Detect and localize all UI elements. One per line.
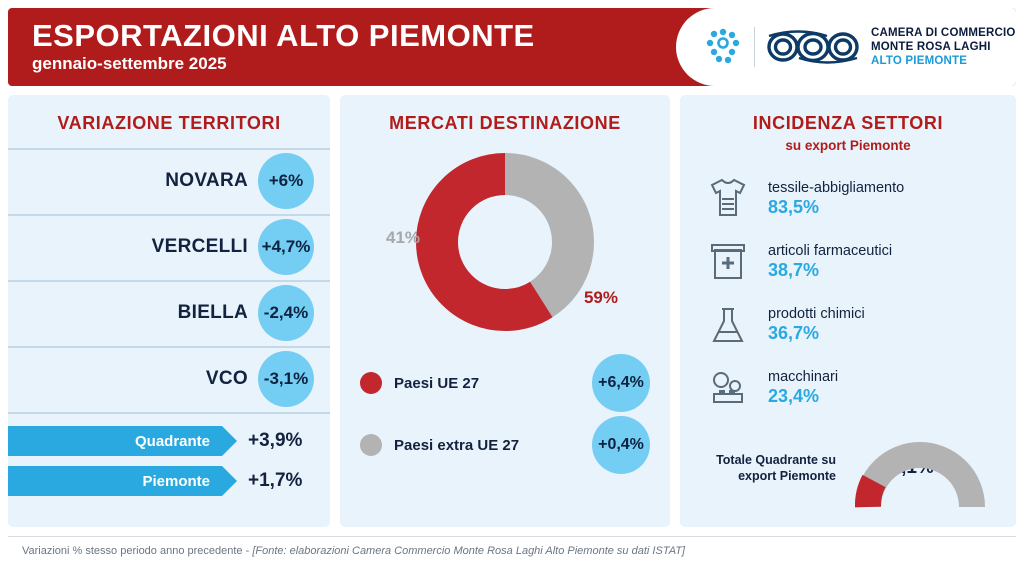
sector-value: 38,7%: [768, 259, 820, 280]
logo-plate: [676, 8, 1016, 86]
header-banner: [8, 8, 1016, 86]
territory-list-end-divider: [8, 412, 330, 416]
panel-title-settori: INCIDENZA SETTORI: [752, 113, 944, 133]
territory-row: [8, 280, 330, 346]
flask-icon: [702, 301, 754, 349]
territory-row: [8, 148, 330, 214]
total-quadrante-label: Totale Quadrante su export Piemonte: [716, 453, 836, 483]
panel-title-mercati: MERCATI DESTINAZIONE: [389, 113, 621, 133]
sector-value: 36,7%: [768, 322, 820, 343]
sector-name: macchinari: [768, 368, 839, 385]
page-subtitle: gennaio-settembre 2025: [32, 54, 227, 74]
footer-note: [8, 536, 1016, 557]
sector-row: [702, 230, 1000, 293]
footer-note-main: Variazioni % stesso periodo anno precedente -: [22, 545, 253, 557]
aggregate-bar-label: Quadrante: [8, 426, 222, 456]
territory-name: NOVARA: [165, 170, 248, 191]
legend-dot-ue: [360, 372, 382, 394]
donut-legend: [340, 352, 670, 476]
donut-chart: [340, 140, 670, 350]
territory-name: VERCELLI: [151, 236, 248, 257]
territory-name: BIELLA: [177, 302, 248, 323]
panel-subtitle-settori: su export Piemonte: [785, 138, 911, 153]
chamber-emblem-icon: [702, 26, 744, 68]
pharmacy-icon: [702, 238, 754, 286]
row-divider: [8, 412, 330, 414]
total-gauge-chart: [850, 437, 1000, 513]
logo-line-1: CAMERA DI COMMERCIO: [871, 26, 1016, 39]
aggregate-row: [8, 426, 314, 456]
panel-mercati-destinazione: [340, 95, 670, 527]
territory-value-bubble: -3,1%: [258, 351, 314, 407]
legend-value-bubble-extra-ue: +0,4%: [592, 416, 650, 474]
page-title: ESPORTAZIONI ALTO PIEMONTE: [32, 17, 535, 53]
total-quadrante-block: [694, 435, 1002, 513]
row-divider: [8, 148, 330, 150]
territory-name: VCO: [205, 368, 248, 389]
territory-row: [8, 346, 330, 412]
aggregate-bar-value: +1,7%: [248, 470, 303, 491]
sector-value: 23,4%: [768, 385, 820, 406]
legend-item-extra-ue: [360, 414, 650, 476]
logo-line-3: ALTO PIEMONTE: [871, 55, 968, 67]
row-divider: [8, 280, 330, 282]
territory-value-bubble: -2,4%: [258, 285, 314, 341]
header-titles: [8, 17, 535, 75]
sector-row: [702, 293, 1000, 356]
tshirt-icon: [702, 175, 754, 223]
aggregate-bars: [8, 426, 330, 496]
logo-text: [871, 26, 1016, 68]
gears-icon: [702, 364, 754, 412]
territory-value-bubble: +4,7%: [258, 219, 314, 275]
aggregate-row: [8, 466, 314, 496]
donut-label-ue: 59%: [583, 288, 618, 307]
panels-container: [8, 95, 1016, 527]
sector-texts: [768, 179, 904, 219]
panel-incidenza-settori: [680, 95, 1016, 527]
footer-source: [Fonte: elaborazioni Camera Commercio Monte Rosa Laghi Alto Piemonte su dati ISTAT]: [252, 545, 685, 557]
sector-value: 83,5%: [768, 196, 820, 217]
donut-label-extra-ue: 41%: [386, 228, 421, 247]
territory-row: [8, 214, 330, 280]
logo-divider: [754, 27, 755, 67]
row-divider: [8, 346, 330, 348]
legend-value-bubble-ue: +6,4%: [592, 354, 650, 412]
legend-label-extra-ue: Paesi extra UE 27: [394, 436, 520, 454]
sector-row: [702, 356, 1000, 419]
legend-label-ue: Paesi UE 27: [394, 374, 480, 392]
row-divider: [8, 214, 330, 216]
legend-item-ue: [360, 352, 650, 414]
settori-list: [680, 167, 1016, 419]
legend-dot-extra-ue: [360, 434, 382, 456]
panel-title-territori: VARIAZIONE TERRITORI: [57, 113, 281, 133]
sector-name: articoli farmaceutici: [768, 242, 893, 259]
total-quadrante-value: 21,1%: [880, 457, 934, 478]
panel-variazione-territori: [8, 95, 330, 527]
territori-list: [8, 148, 330, 416]
logo-line-2: MONTE ROSA LAGHI: [871, 40, 991, 53]
sector-texts: [768, 368, 838, 408]
sector-texts: [768, 242, 892, 282]
sector-texts: [768, 305, 865, 345]
sector-name: tessile-abbigliamento: [768, 179, 905, 196]
aggregate-bar-value: +3,9%: [248, 430, 303, 451]
sector-name: prodotti chimici: [768, 305, 865, 322]
aggregate-bar-label: Piemonte: [8, 466, 222, 496]
territory-value-bubble: +6%: [258, 153, 314, 209]
knot-logo-icon: [765, 25, 861, 69]
sector-row: [702, 167, 1000, 230]
